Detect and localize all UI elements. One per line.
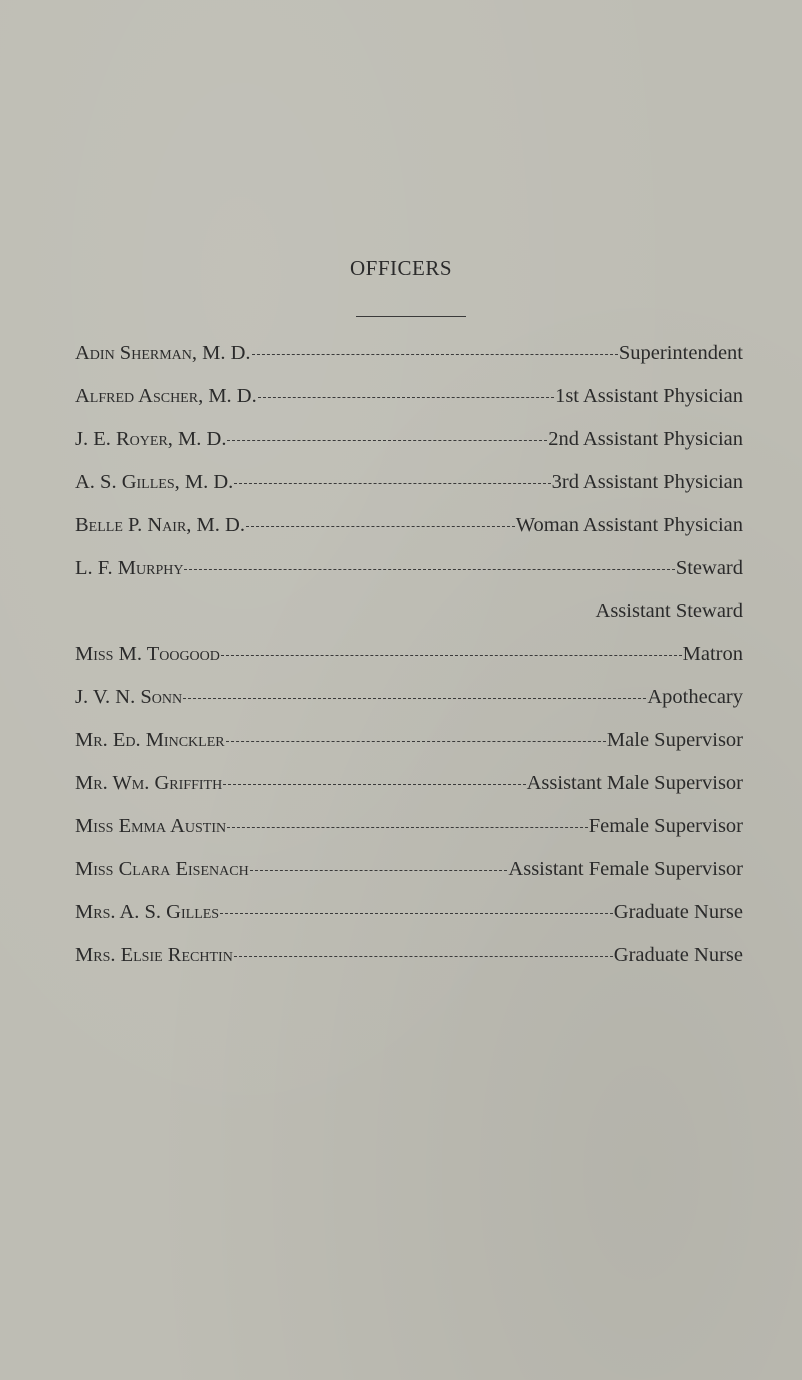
dot-leader: [184, 569, 674, 570]
dot-leader: [234, 483, 550, 484]
officer-name: Miss M. Toogood: [75, 643, 220, 665]
officer-row: [75, 815, 743, 858]
officer-row: [75, 471, 743, 514]
officer-name: A. S. Gilles, M. D.: [75, 471, 234, 493]
officer-name: Miss Clara Eisenach: [75, 858, 249, 880]
officer-row: [75, 772, 743, 815]
dot-leader: [258, 397, 554, 398]
officer-title: 3rd Assistant Physician: [551, 471, 743, 493]
officer-name: Miss Emma Austin: [75, 815, 227, 837]
page-title: OFFICERS: [349, 256, 453, 280]
title-rule: [356, 316, 466, 317]
officer-title: Assistant Male Supervisor: [526, 772, 743, 794]
officer-name: Mr. Wm. Griffith: [75, 772, 223, 794]
officer-row: [75, 944, 743, 987]
officer-row: [75, 385, 743, 428]
officer-name: Alfred Ascher, M. D.: [75, 385, 257, 407]
dot-leader: [223, 784, 525, 785]
officer-row: [75, 600, 743, 643]
officer-name: Mrs. Elsie Rechtin: [75, 944, 233, 966]
dot-leader: [246, 526, 515, 527]
officer-title: Steward: [675, 557, 743, 579]
officer-title: Apothecary: [647, 686, 743, 708]
officer-name: Belle P. Nair, M. D.: [75, 514, 245, 536]
officer-title: Assistant Steward: [595, 600, 743, 622]
dot-leader: [234, 956, 613, 957]
dot-leader: [183, 698, 646, 699]
officer-title: Matron: [682, 643, 743, 665]
officer-name: Adin Sherman, M. D.: [75, 342, 251, 364]
dot-leader: [227, 440, 547, 441]
officer-title: 1st Assistant Physician: [555, 385, 743, 407]
officer-row: [75, 729, 743, 772]
officer-title: 2nd Assistant Physician: [548, 428, 743, 450]
officer-title: Graduate Nurse: [613, 901, 743, 923]
officer-row: [75, 858, 743, 901]
officer-title: Male Supervisor: [606, 729, 743, 751]
officer-row: [75, 514, 743, 557]
dot-leader: [250, 870, 508, 871]
dot-leader: [221, 655, 682, 656]
officer-title: Assistant Female Supervisor: [508, 858, 743, 880]
officer-name: J. V. N. Sonn: [75, 686, 183, 708]
dot-leader: [220, 913, 613, 914]
officer-title: Graduate Nurse: [613, 944, 743, 966]
dot-leader: [252, 354, 618, 355]
officer-name: Mrs. A. S. Gilles: [75, 901, 220, 923]
officer-row: [75, 557, 743, 600]
officer-row: [75, 686, 743, 729]
officer-title: Female Supervisor: [588, 815, 743, 837]
dot-leader: [227, 827, 588, 828]
officer-row: [75, 643, 743, 686]
officer-row: [75, 342, 743, 385]
officer-row: [75, 901, 743, 944]
officer-title: Woman Assistant Physician: [515, 514, 743, 536]
officers-list: [75, 342, 743, 987]
officer-title: Superintendent: [618, 342, 743, 364]
officer-row: [75, 428, 743, 471]
officer-name: L. F. Murphy: [75, 557, 184, 579]
officer-name: Mr. Ed. Minckler: [75, 729, 225, 751]
dot-leader: [226, 741, 606, 742]
officer-name: J. E. Royer, M. D.: [75, 428, 227, 450]
